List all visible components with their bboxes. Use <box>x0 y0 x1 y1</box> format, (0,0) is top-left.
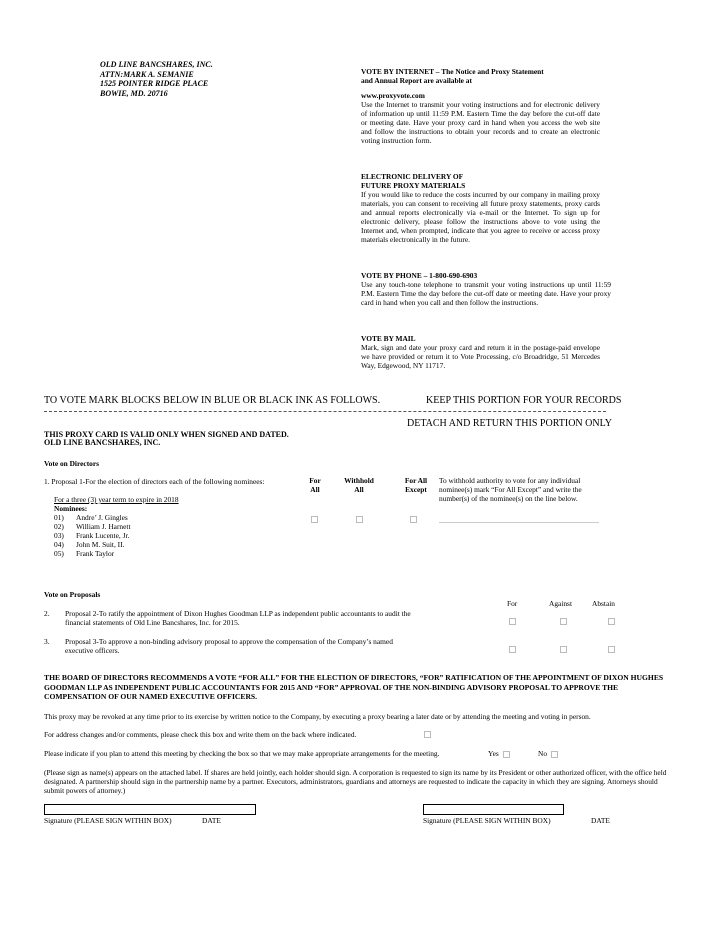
proposal-text: Proposal 2-To ratify the appointment of Dixon Hughes Goodman LLP as independent public accountants to audit the <box>65 609 411 618</box>
attend-yes <box>488 749 510 758</box>
phone-heading: VOTE BY PHONE – 1-800-690-6903 <box>361 271 478 280</box>
col-label: For <box>309 476 321 485</box>
proposal-2-for-checkbox[interactable] <box>509 618 516 625</box>
company-name: OLD LINE BANCSHARES, INC. <box>44 438 161 447</box>
nominee-name: Andre’ J. Gingles <box>76 513 128 522</box>
attend-yes-checkbox[interactable] <box>503 751 510 758</box>
proposal-3-number: 3. <box>44 637 50 646</box>
date-label-1: DATE <box>202 816 221 825</box>
nominee-name: William J. Harnett <box>76 522 131 531</box>
mail-heading: VOTE BY MAIL <box>361 334 416 343</box>
directors-heading: Vote on Directors <box>44 459 100 468</box>
date-label-2: DATE <box>591 816 610 825</box>
electronic-delivery <box>361 172 600 244</box>
col-for: For <box>507 599 518 608</box>
for-all-except-checkbox[interactable] <box>410 516 417 523</box>
proposal-text: financial statements of Old Line Bancshares, Inc. for 2015. <box>65 618 240 627</box>
col-label: All <box>354 485 364 494</box>
list-item <box>54 540 131 549</box>
nominee-name: Frank Taylor <box>76 549 115 558</box>
signature-box-1[interactable] <box>44 804 256 815</box>
term-label: For a three (3) year term to expire in 2018 <box>54 495 179 504</box>
detach-line <box>44 411 606 412</box>
nominee-number: 01) <box>54 513 64 522</box>
signature-label-2: Signature (PLEASE SIGN WITHIN BOX) <box>423 816 551 825</box>
nominee-number-line[interactable] <box>439 522 599 523</box>
address-line: BOWIE, MD. 20716 <box>100 88 168 98</box>
withhold-all-checkbox[interactable] <box>356 516 363 523</box>
nominee-number: 02) <box>54 522 64 531</box>
detach-return-label: DETACH AND RETURN THIS PORTION ONLY <box>407 418 612 429</box>
list-item <box>54 549 131 558</box>
proposal-1: 1. Proposal 1-For the election of directors each of the following nominees: <box>44 477 265 486</box>
internet-heading: VOTE BY INTERNET – The Notice and Proxy Statement <box>361 67 544 76</box>
internet-heading-2: and Annual Report are available at <box>361 76 472 85</box>
keep-portion-label: KEEP THIS PORTION FOR YOUR RECORDS <box>426 395 622 406</box>
nominees-label: Nominees: <box>54 504 88 513</box>
attend-no <box>538 749 558 758</box>
address-line: OLD LINE BANCSHARES, INC. <box>100 60 213 69</box>
col-withhold-all <box>343 476 375 494</box>
col-for-all-except <box>402 476 430 494</box>
col-against: Against <box>549 599 572 608</box>
nominee-name: John M. Suit, II. <box>76 540 125 549</box>
yes-label: Yes <box>488 749 499 758</box>
col-for-all <box>308 476 322 494</box>
vote-by-mail <box>361 334 600 370</box>
col-label: For All <box>404 476 428 485</box>
internet-body: Use the Internet to transmit your voting instructions and for electronic delivery of information up until 11:59 P.M. Eastern Time the day before the cut-off date or meeting date. Have your proxy card in hand when you access the web site and follow the instructions to obtain your records and to create an electronic voting instruction form. <box>361 100 600 145</box>
col-label: Withhold <box>344 476 374 485</box>
mail-body: Mark, sign and date your proxy card and return it in the postage-paid envelope we have provided or return it to Vote Processing, c/o Broadridge, 51 Mercedes Way, Edgewood, NY 11717. <box>361 343 600 370</box>
address-change-text: For address changes and/or comments, please check this box and write them on the back where indicated. <box>44 730 357 739</box>
address-line: ATTN:MARK A. SEMANIE <box>100 69 194 79</box>
col-label: All <box>310 485 320 494</box>
proposal-2-abstain-checkbox[interactable] <box>608 618 615 625</box>
attend-text: Please indicate if you plan to attend this meeting by checking the box so that we may make appropriate arrangements for the meeting. <box>44 749 440 758</box>
list-item <box>54 531 131 540</box>
vote-by-internet <box>361 67 600 145</box>
list-item <box>54 513 131 522</box>
proposal-text: Proposal 3-To approve a non-binding advisory proposal to approve the compensation of the Company’s named <box>65 637 393 646</box>
return-address <box>100 60 213 98</box>
electronic-body: If you would like to reduce the costs incurred by our company in mailing proxy materials, you can consent to receiving all future proxy statements, proxy cards and annual reports electronically via e-mail or the Internet. To sign up for electronic delivery, please follow the instructions above to vote using the Internet and, when prompted, indicate that you agree to receive or access proxy materials electronically in the future. <box>361 190 600 244</box>
address-change-checkbox[interactable] <box>424 731 431 738</box>
proposal-2-against-checkbox[interactable] <box>560 618 567 625</box>
nominee-number: 04) <box>54 540 64 549</box>
proxyvote-url[interactable]: www.proxyvote.com <box>361 91 425 100</box>
nominee-number: 03) <box>54 531 64 540</box>
signature-box-2[interactable] <box>423 804 564 815</box>
nominee-name: Frank Lucente, Jr. <box>76 531 130 540</box>
signature-label-1: Signature (PLEASE SIGN WITHIN BOX) <box>44 816 172 825</box>
list-item <box>54 522 131 531</box>
nominee-number: 05) <box>54 549 64 558</box>
proposal-3-for-checkbox[interactable] <box>509 646 516 653</box>
nominee-list <box>54 513 131 558</box>
proposal-3-abstain-checkbox[interactable] <box>608 646 615 653</box>
valid-notice: THIS PROXY CARD IS VALID ONLY WHEN SIGNED AND DATED. <box>44 430 289 439</box>
proposal-3-against-checkbox[interactable] <box>560 646 567 653</box>
proposal-3 <box>65 637 495 655</box>
electronic-heading: ELECTRONIC DELIVERY OF <box>361 172 464 181</box>
revoke-notice: This proxy may be revoked at any time prior to its exercise by written notice to the Company, by executing a proxy bearing a later date or by attending the meeting and voting in person. <box>44 712 591 721</box>
col-abstain: Abstain <box>592 599 615 608</box>
address-line: 1525 POINTER RIDGE PLACE <box>100 79 209 88</box>
col-label: Except <box>405 485 427 494</box>
signing-instructions: (Please sign as name(s) appears on the attached label. If shares are held jointly, each holder should sign. A corporation is requested to sign its name by its President or other authorized officer, with the office held designated. A partnership should sign in the partnership name by a partner. Executors, administrators, guardians and attorneys are requested to indicate the capacity in which they are signing. Attorneys should submit powers of attorney.) <box>44 768 667 795</box>
withhold-note: To withhold authority to vote for any individual nominee(s) mark “For All Except” and write the number(s) of the nominee(s) on the line below. <box>439 476 582 503</box>
proposal-text: executive officers. <box>65 646 120 655</box>
proposal-2 <box>65 609 495 627</box>
phone-body: Use any touch-tone telephone to transmit your voting instructions up until 11:59 P.M. Eastern Time the day before the cut-off date or meeting date. Have your proxy card in hand when you call and then follow the instructions. <box>361 280 611 307</box>
attend-no-checkbox[interactable] <box>551 751 558 758</box>
board-recommendation: THE BOARD OF DIRECTORS RECOMMENDS A VOTE “FOR ALL” FOR THE ELECTION OF DIRECTORS, “FOR” RATIFICATION OF THE APPOINTMENT OF DIXON HUGHES GOODMAN LLP AS INDEPENDENT PUBLIC ACCOUNTANTS FOR 2015 AND “FOR” APPROVAL OF THE NON-BINDING ADVISORY PROPOSAL TO APPROVE THE COMPENSATION OF OUR NAMED EXECUTIVE OFFICERS. <box>44 673 664 701</box>
proposals-heading: Vote on Proposals <box>44 590 101 599</box>
mark-blocks-instruction: TO VOTE MARK BLOCKS BELOW IN BLUE OR BLACK INK AS FOLLOWS. <box>44 395 381 406</box>
electronic-heading-2: FUTURE PROXY MATERIALS <box>361 181 466 190</box>
vote-by-phone <box>361 271 611 307</box>
proposal-2-number: 2. <box>44 609 50 618</box>
for-all-checkbox[interactable] <box>311 516 318 523</box>
no-label: No <box>538 749 548 758</box>
